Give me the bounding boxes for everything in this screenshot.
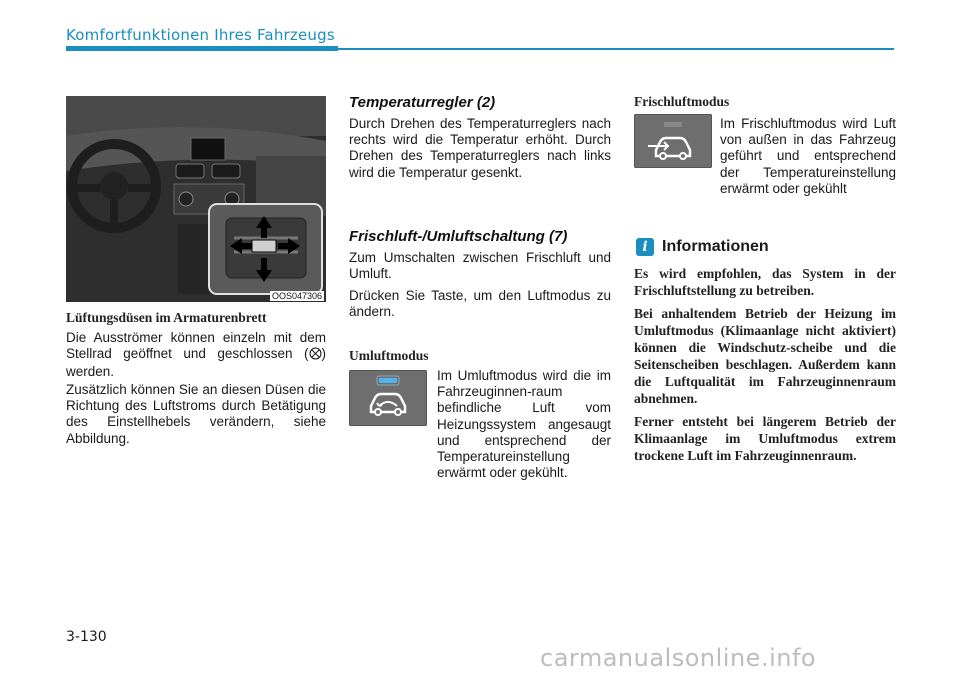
vents-paragraph-1: [66, 330, 326, 381]
watermark: carmanualsonline.info: [540, 644, 817, 672]
info-paragraph-3: Ferner entsteht bei längerem Betrieb der Klimaanlage im Umluftmodus extrem trockene Luft im Fahrzeuginnenraum.: [634, 414, 896, 463]
vents-p1-before: Die Ausströmer können einzeln mit dem Stellrad geöffnet und geschlossen (: [66, 330, 326, 362]
dashboard-vent-figure: [66, 96, 326, 302]
temperature-paragraph: Durch Drehen des Temperaturreglers nach rechts wird die Temperatur erhöht. Durch Drehen des Temperaturreglers nach links wird die Temperatur gesenkt.: [349, 116, 611, 180]
info-icon: i: [636, 238, 654, 256]
closed-symbol-icon: [309, 347, 322, 364]
fresh-recirc-heading: Frischluft-/Umluftschaltung (7): [349, 228, 568, 245]
info-box: [634, 265, 896, 470]
vents-heading: Lüftungsdüsen im Armaturenbrett: [66, 310, 267, 325]
info-paragraph-1: Es wird empfohlen, das System in der Frischluftstellung zu betreiben.: [634, 266, 896, 298]
fresh-recirc-paragraph-2: Drücken Sie Taste, um den Luftmodus zu ändern.: [349, 288, 611, 320]
vents-p1-after: ) werden.: [66, 346, 326, 380]
fresh-recirc-paragraph-1: Zum Umschalten zwischen Frischluft und Umluft.: [349, 250, 611, 282]
info-box-title: [636, 238, 898, 256]
info-paragraph-2: Bei anhaltendem Betrieb der Heizung im Umluftmodus (Klimaanlage nicht aktiviert) können die Windschutz-scheibe und die Seitenscheiben beschlagen. Außerdem kann die Luftqualität im Fahrzeuginnenraum abnehmen.: [634, 306, 896, 406]
recirc-mode-paragraph: Im Umluftmodus wird die im Fahrzeuginnen-raum befindliche Luft vom Heizungssystem angesaugt und entsprechend der Temperatureinstellung erwärmt oder gekühlt.: [437, 368, 611, 481]
fresh-mode-paragraph: Im Frischluftmodus wird Luft von außen in das Fahrzeug geführt und entsprechend der Temperatureinstellung erwärmt oder gekühlt: [720, 116, 896, 196]
temperature-heading: Temperaturregler (2): [349, 94, 496, 111]
fresh-mode-heading: Frischluftmodus: [634, 94, 730, 109]
figure-code: OOS047306: [271, 291, 322, 301]
info-title: Informationen: [662, 238, 769, 255]
recirc-mode-heading: Umluftmodus: [349, 348, 429, 363]
page-number: 3-130: [66, 629, 107, 645]
fresh-air-mode-icon: [634, 114, 712, 168]
header-rule: [338, 48, 894, 50]
dashboard-illustration: [66, 96, 326, 302]
header-accent-bar: [66, 46, 338, 51]
vents-paragraph-2: Zusätzlich können Sie an diesen Düsen die Richtung des Luftstroms durch Betätigung des Einstellhebels verändern, siehe Abbildung.: [66, 382, 326, 446]
recirculation-mode-icon: [349, 370, 427, 426]
section-header: Komfortfunktionen Ihres Fahrzeugs: [66, 26, 335, 44]
